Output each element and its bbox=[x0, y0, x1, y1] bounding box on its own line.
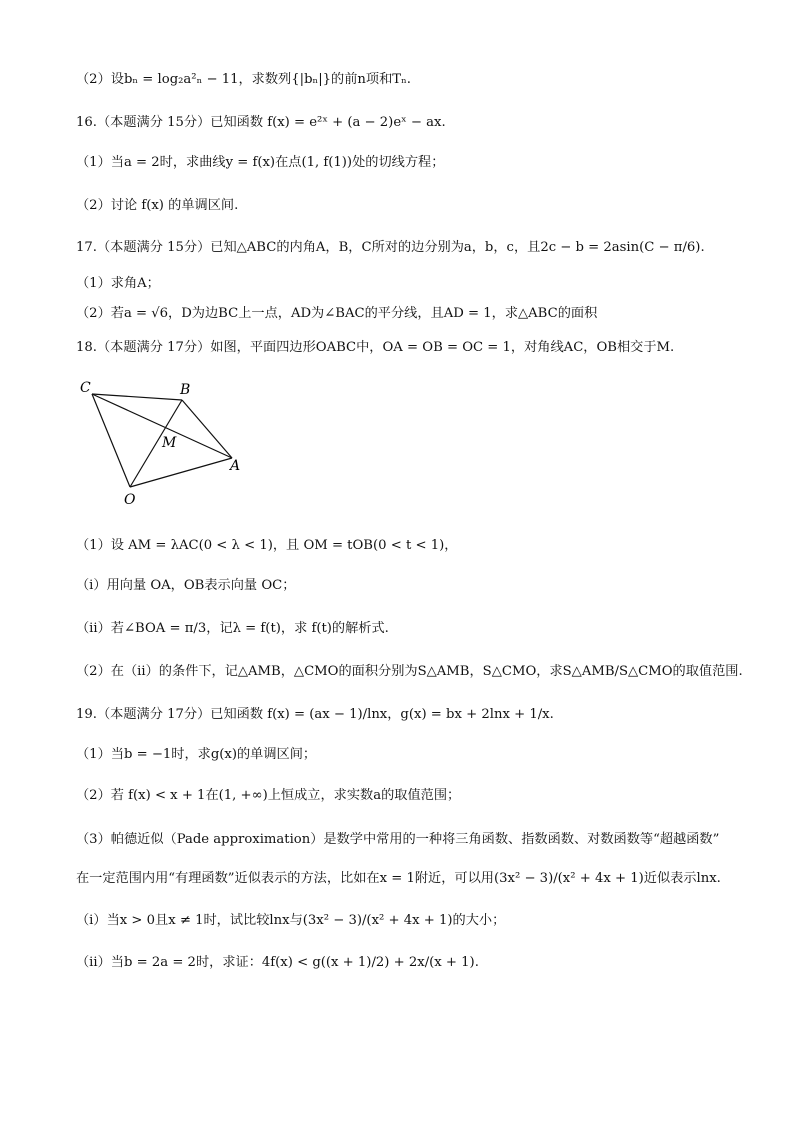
edge-CB bbox=[92, 394, 182, 400]
quadrilateral-figure bbox=[76, 372, 266, 512]
problem-18-part2: （2）在（ⅱ）的条件下，记△AMB，△CMO的面积分别为S△AMB，S△CMO，求S△AMB/S△CMO的取值范围. bbox=[76, 664, 743, 679]
edge-BA bbox=[182, 400, 232, 458]
problem-19-part3-i: （ⅰ）当x > 0且x ≠ 1时，试比较lnx与(3x² − 3)/(x² + 4x + 1)的大小； bbox=[76, 913, 506, 928]
label-O: O bbox=[124, 492, 136, 508]
problem-19-title: 19.（本题满分 17分）已知函数 f(x) = (ax − 1)/lnx，g(x) = bx + 2lnx + 1/x. bbox=[76, 707, 554, 722]
problem-17-title: 17.（本题满分 15分）已知△ABC的内角A，B，C所对的边分别为a，b，c，且2c − b = 2asin(C − π/6). bbox=[76, 240, 705, 255]
problem-19-part3-line1: （3）帕德近似（Pade approximation）是数学中常用的一种将三角函数、指数函数、对数函数等“超越函数” bbox=[76, 832, 720, 847]
problem-19-part3-line2: 在一定范围内用“有理函数”近似表示的方法，比如在x = 1附近，可以用(3x² − 3)/(x² + 4x + 1)近似表示lnx. bbox=[76, 871, 721, 886]
problem-16-part2: （2）讨论 f(x) 的单调区间. bbox=[76, 198, 239, 213]
edge-OC bbox=[92, 394, 130, 487]
label-B: B bbox=[180, 382, 191, 398]
problem-16-part1: （1）当a = 2时，求曲线y = f(x)在点(1, f(1))处的切线方程； bbox=[76, 155, 445, 170]
problem-17-part2: （2）若a = √6，D为边BC上一点，AD为∠BAC的平分线，且AD = 1，求△ABC的面积 bbox=[76, 306, 598, 321]
label-C: C bbox=[80, 380, 91, 396]
text-line-1: （2）设bₙ = log₂a²ₙ − 11，求数列{|bₙ|}的前n项和Tₙ. bbox=[76, 72, 411, 87]
problem-19-part3-ii: （ⅱ）当b = 2a = 2时，求证：4f(x) < g((x + 1)/2) + 2x/(x + 1). bbox=[76, 955, 479, 970]
problem-18-part1: （1）设 AM = λAC(0 < λ < 1)，且 OM = tOB(0 < t < 1)， bbox=[76, 538, 458, 553]
label-A: A bbox=[230, 458, 241, 474]
problem-18-part1-i: （ⅰ）用向量 OA，OB表示向量 OC； bbox=[76, 578, 296, 593]
problem-18-part1-ii: （ⅱ）若∠BOA = π/3，记λ = f(t)，求 f(t)的解析式. bbox=[76, 621, 389, 636]
problem-17-part1: （1）求角A； bbox=[76, 276, 160, 291]
label-M: M bbox=[162, 435, 177, 451]
problem-16-title: 16.（本题满分 15分）已知函数 f(x) = e²ˣ + (a − 2)eˣ − ax. bbox=[76, 115, 446, 130]
problem-19-part1: （1）当b = −1时，求g(x)的单调区间； bbox=[76, 747, 317, 762]
problem-18-title: 18.（本题满分 17分）如图，平面四边形OABC中，OA = OB = OC = 1，对角线AC，OB相交于M. bbox=[76, 340, 675, 355]
problem-19-part2: （2）若 f(x) < x + 1在(1, +∞)上恒成立，求实数a的取值范围； bbox=[76, 788, 461, 803]
